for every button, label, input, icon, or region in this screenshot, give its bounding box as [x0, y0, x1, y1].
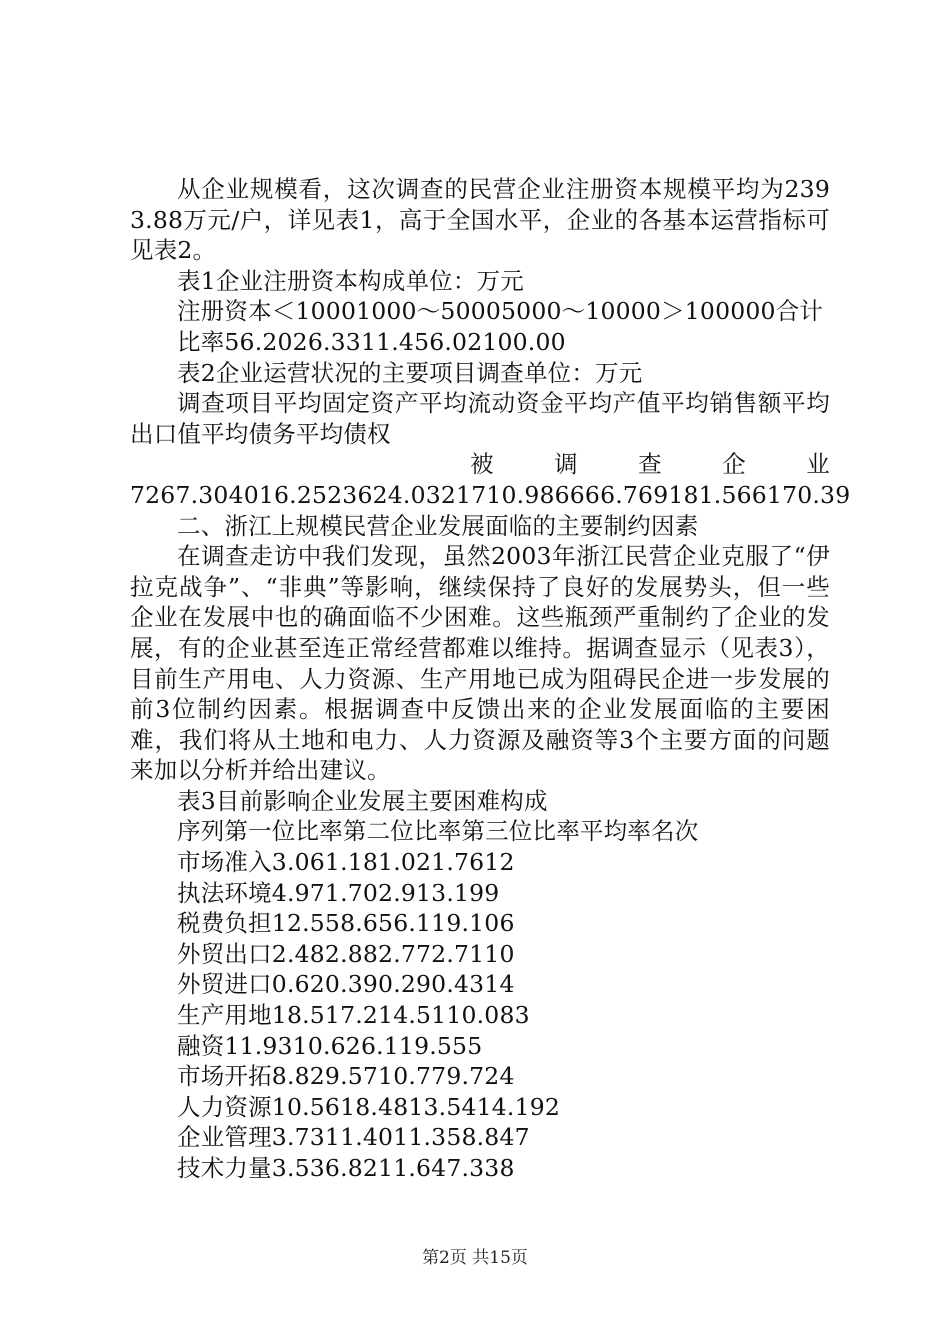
- table1-title: 表1企业注册资本构成单位：万元: [177, 266, 524, 295]
- paragraph-survey-findings: 在调查走访中我们发现，虽然2003年浙江民营企业克服了“伊拉克战争”、“非典”等影响，继续保持了良好的发展势头，但一些企业在发展中也的确面临不少困难。这些瓶颈严重制约了企业的发展，有的企业甚至连正常经营都难以维持。据调查显示（见表3），目前生产用电、人力资源、生产用地已成为阻碍民企进一步发展的前3位制约因素。根据调查中反馈出来的企业发展面临的主要困难，我们将从土地和电力、人力资源及融资等3个主要方面的问题来加以分析并给出建议。: [130, 542, 830, 785]
- page-footer: 第2页 共15页: [422, 1248, 528, 1268]
- table1-row: 比率56.2026.3311.456.02100.00: [177, 327, 566, 356]
- table2-row-char: 调: [554, 450, 578, 479]
- table3-row: 外贸进口0.620.390.290.4314: [177, 970, 515, 999]
- table3-row: 执法环境4.971.702.913.199: [177, 878, 500, 907]
- table3-row: 外贸出口2.482.882.772.7110: [177, 939, 515, 968]
- table2-row-char: 查: [638, 450, 662, 479]
- table3-header: 序列第一位比率第二位比率第三位比率平均率名次: [177, 817, 699, 846]
- table3-row: 生产用地18.517.214.5110.083: [177, 1001, 530, 1030]
- document-body: [130, 174, 851, 1184]
- table2-title: 表2企业运营状况的主要项目调查单位：万元: [177, 358, 643, 387]
- table2-row-label: [130, 449, 830, 480]
- table3-row: 市场准入3.061.181.021.7612: [177, 848, 515, 877]
- table3-title: 表3目前影响企业发展主要困难构成: [177, 786, 548, 815]
- table3-row: 技术力量3.536.8211.647.338: [177, 1154, 515, 1182]
- table3-row: 人力资源10.5618.4813.5414.192: [177, 1092, 561, 1121]
- table2-row-char: 业: [806, 450, 830, 479]
- table1-header: 注册资本＜10001000～50005000～10000＞100000合计: [177, 297, 824, 326]
- table2-header: 调查项目平均固定资产平均流动资金平均产值平均销售额平均出口值平均债务平均债权: [130, 389, 830, 448]
- section-heading-constraints: 二、浙江上规模民营企业发展面临的主要制约因素: [177, 511, 699, 540]
- table3-row: 市场开拓8.829.5710.779.724: [177, 1062, 515, 1091]
- table3-row: 企业管理3.7311.4011.358.847: [177, 1123, 530, 1152]
- table3-row: 税费负担12.558.656.119.106: [177, 909, 515, 938]
- table2-row-char: 被: [470, 450, 494, 479]
- table3-row: 融资11.9310.626.119.555: [177, 1031, 483, 1060]
- paragraph-enterprise-scale: 从企业规模看，这次调查的民营企业注册资本规模平均为2393.88万元/户，详见表1，高于全国水平，企业的各基本运营指标可见表2。: [130, 175, 830, 265]
- table2-row-char: 企: [722, 450, 746, 479]
- table2-row-values: 7267.304016.2523624.0321710.986666.769181.566170.39: [130, 480, 851, 509]
